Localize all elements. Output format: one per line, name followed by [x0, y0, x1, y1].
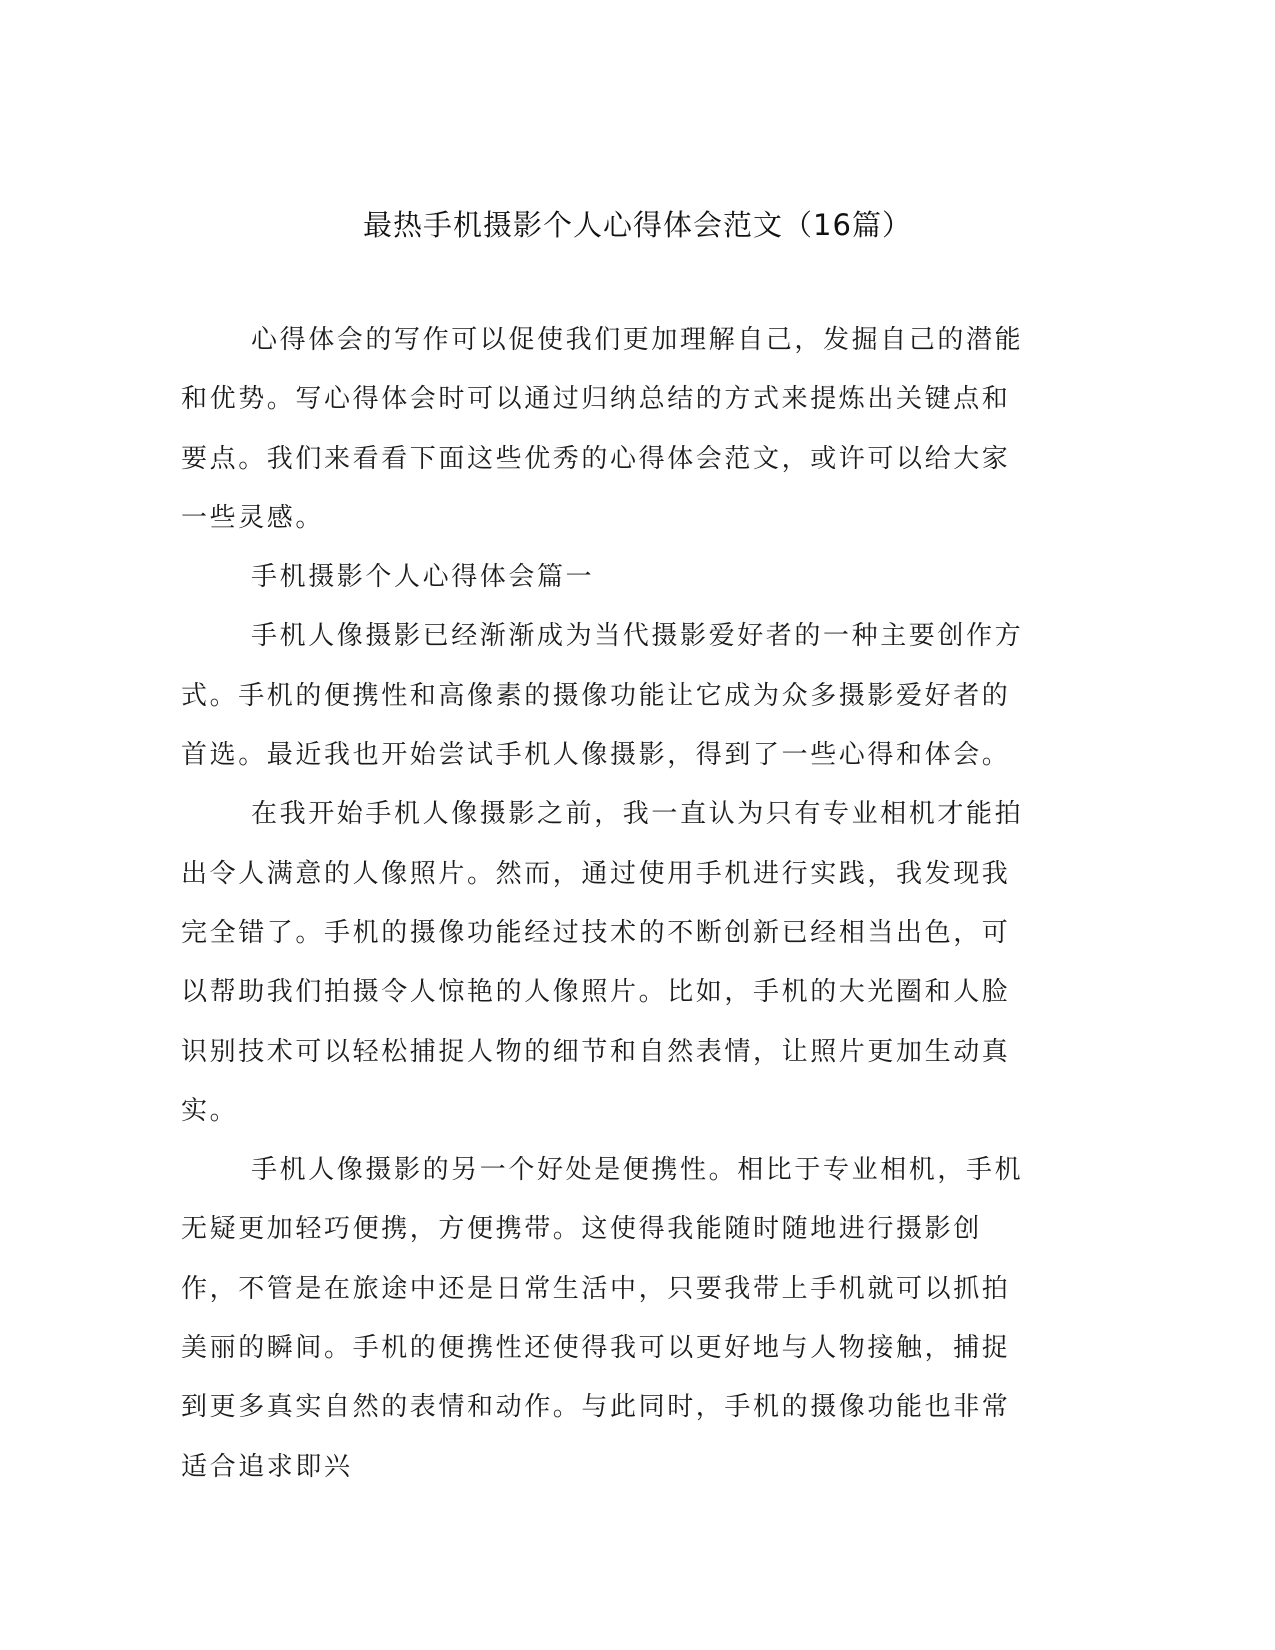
body-paragraph: 手机人像摄影已经渐渐成为当代摄影爱好者的一种主要创作方式。手机的便携性和高像素的摄像功能让它成为众多摄影爱好者的首选。最近我也开始尝试手机人像摄影，得到了一些心得和体会。 — [181, 621, 1024, 771]
body-paragraph: 在我开始手机人像摄影之前，我一直认为只有专业相机才能拍出令人满意的人像照片。然而，通过使用手机进行实践，我发现我完全错了。手机的摄像功能经过技术的不断创新已经相当出色，可以帮助我们拍摄令人惊艳的人像照片。比如，手机的大光圈和人脸识别技术可以轻松捕捉人物的细节和自然表情，让照片更加生动真实。 — [181, 799, 1024, 1126]
document-body — [181, 311, 1031, 1497]
section-heading: 手机摄影个人心得体会篇一 — [251, 562, 595, 593]
document-title: 最热手机摄影个人心得体会范文（16篇） — [363, 208, 912, 242]
body-paragraph: 手机人像摄影的另一个好处是便携性。相比于专业相机，手机无疑更加轻巧便携，方便携带。这使得我能随时随地进行摄影创作，不管是在旅途中还是日常生活中，只要我带上手机就可以抓拍美丽的瞬间。手机的便携性还使得我可以更好地与人物接触，捕捉到更多真实自然的表情和动作。与此同时，手机的摄像功能也非常适合追求即兴 — [181, 1155, 1024, 1482]
intro-paragraph: 心得体会的写作可以促使我们更加理解自己，发掘自己的潜能和优势。写心得体会时可以通过归纳总结的方式来提炼出关键点和要点。我们来看看下面这些优秀的心得体会范文，或许可以给大家一些灵感。 — [181, 325, 1024, 533]
